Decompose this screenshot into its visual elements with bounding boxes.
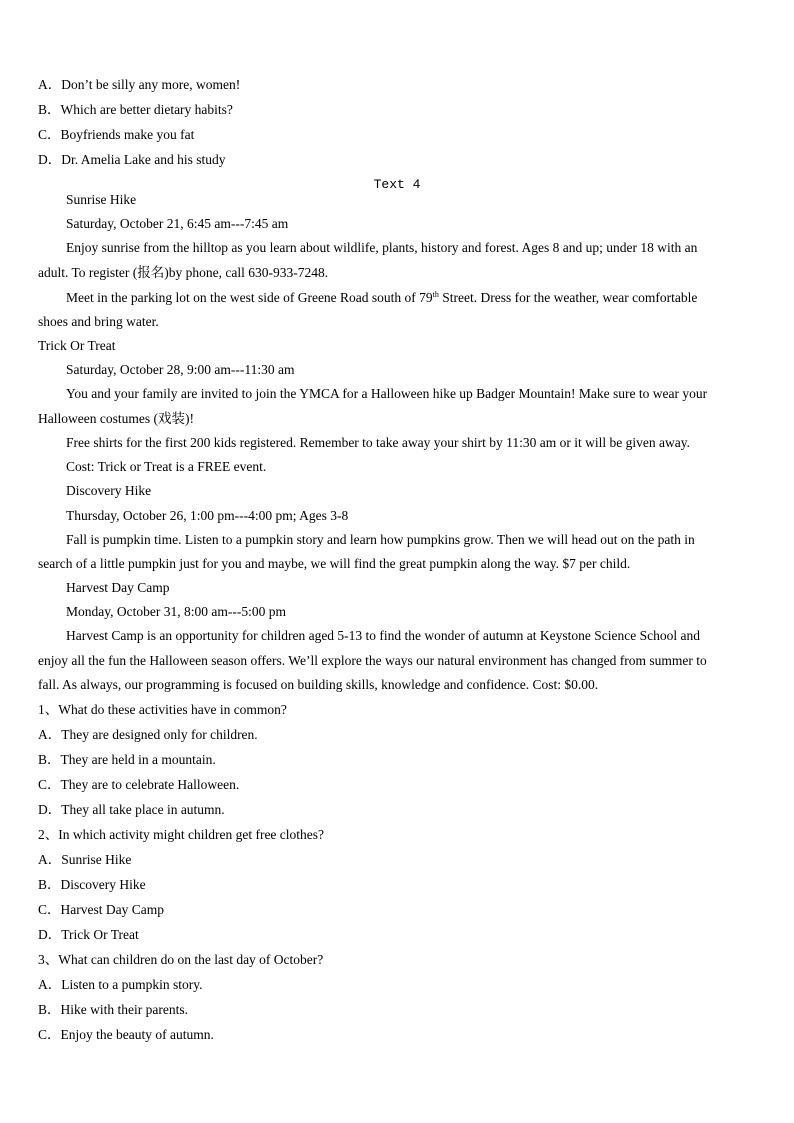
question: 1、What do these activities have in common? <box>38 702 287 717</box>
answer-option: D．Trick Or Treat <box>38 927 139 942</box>
answer-option: B．Hike with their parents. <box>38 1002 188 1017</box>
answer-option: C．Enjoy the beauty of autumn. <box>38 1027 214 1042</box>
paragraph-line: Halloween costumes (戏装)! <box>38 411 194 426</box>
paragraph-line: Harvest Camp is an opportunity for children aged 5-13 to find the wonder of autumn at Keystone Science School and <box>66 628 700 643</box>
answer-option: A．Sunrise Hike <box>38 852 132 867</box>
answer-option: B．They are held in a mountain. <box>38 752 216 767</box>
event-title: Harvest Day Camp <box>66 580 170 595</box>
paragraph-line: search of a little pumpkin just for you and maybe, we will find the great pumpkin along the way. $7 per child. <box>38 556 631 571</box>
option-c: C．Boyfriends make you fat <box>38 127 195 142</box>
paragraph-line: Enjoy sunrise from the hilltop as you learn about wildlife, plants, history and forest. Ages 8 and up; under 18 with an <box>66 240 698 255</box>
answer-option: C．They are to celebrate Halloween. <box>38 777 240 792</box>
section-title: Text 4 <box>373 177 421 192</box>
answer-option: B．Discovery Hike <box>38 877 146 892</box>
option-b: B．Which are better dietary habits? <box>38 102 233 117</box>
paragraph-line: shoes and bring water. <box>38 314 159 329</box>
question: 2、In which activity might children get free clothes? <box>38 827 325 842</box>
event-time: Saturday, October 28, 9:00 am---11:30 am <box>66 362 295 377</box>
event-time: Thursday, October 26, 1:00 pm---4:00 pm; Ages 3-8 <box>66 508 349 523</box>
answer-option: D．They all take place in autumn. <box>38 802 225 817</box>
paragraph-line: Free shirts for the first 200 kids registered. Remember to take away your shirt by 11:30 am or it will be given away. <box>66 435 690 450</box>
question: 3、What can children do on the last day of October? <box>38 952 324 967</box>
event-title: Discovery Hike <box>66 483 152 498</box>
paragraph-line: adult. To register (报名)by phone, call 630-933-7248. <box>38 265 329 280</box>
paragraph-line: Fall is pumpkin time. Listen to a pumpkin story and learn how pumpkins grow. Then we will head out on the path in <box>66 532 695 547</box>
option-a: A．Don’t be silly any more, women! <box>38 77 241 92</box>
answer-option: A．Listen to a pumpkin story. <box>38 977 203 992</box>
paragraph-line: You and your family are invited to join the YMCA for a Halloween hike up Badger Mountain! Make sure to wear your <box>66 386 708 401</box>
paragraph-line: fall. As always, our programming is focused on building skills, knowledge and confidence. Cost: $0.00. <box>38 677 599 692</box>
paragraph-line: Cost: Trick or Treat is a FREE event. <box>66 459 267 474</box>
event-title: Sunrise Hike <box>66 192 137 207</box>
event-time: Monday, October 31, 8:00 am---5:00 pm <box>66 604 286 619</box>
option-d: D．Dr. Amelia Lake and his study <box>38 152 226 167</box>
paragraph-line: enjoy all the fun the Halloween season offers. We’ll explore the ways our natural environment has changed from summer to <box>38 653 707 668</box>
event-time: Saturday, October 21, 6:45 am---7:45 am <box>66 216 289 231</box>
paragraph-line: Meet in the parking lot on the west side of Greene Road south of 79th Street. Dress for the weather, wear comfortable <box>66 290 698 305</box>
answer-option: C．Harvest Day Camp <box>38 902 164 917</box>
event-title: Trick Or Treat <box>38 338 116 353</box>
answer-option: A．They are designed only for children. <box>38 727 258 742</box>
